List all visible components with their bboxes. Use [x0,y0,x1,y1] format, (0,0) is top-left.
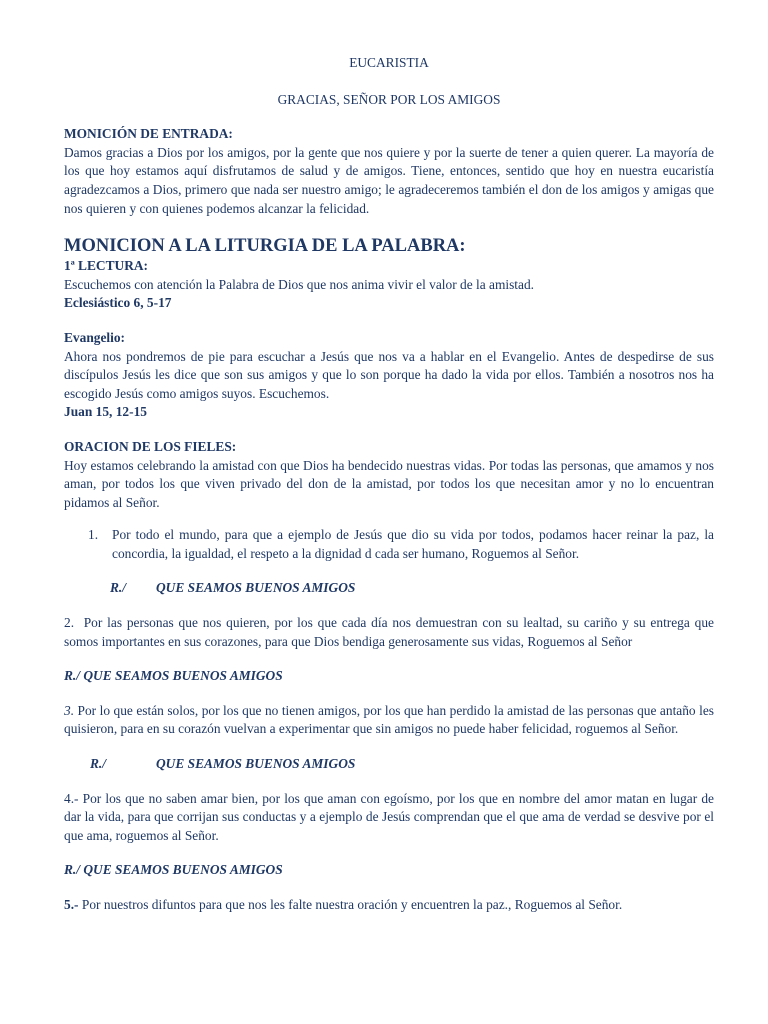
petition-4 [64,790,714,846]
liturgia-heading: MONICION A LA LITURGIA DE LA PALABRA: [64,236,466,257]
response-3 [64,755,714,774]
petition-3-text: Por lo que están solos, por los que no tienen amigos, por los que han perdido la amistad de las personas que antaño les quisieron, para en su corazón vuelvan a experimentar que sin amigos no puede haber felicidad, roguemos al Señor. [64,702,714,737]
petition-3 [64,702,714,739]
petition-5-text: Por nuestros difuntos para que nos les falte nuestra oración y encuentren la paz., Roguemos al Señor. [81,897,623,912]
response-1 [64,579,714,598]
document-subtitle: GRACIAS, SEÑOR POR LOS AMIGOS [277,91,501,107]
response-1-label: R./ [110,580,126,596]
petition-2-number: 2. [64,615,75,631]
petition-5 [64,896,714,915]
response-4: R./ QUE SEAMOS BUENOS AMIGOS [64,862,283,878]
evangelio-label: Evangelio: [64,329,126,345]
fieles-intro: Hoy estamos celebrando la amistad con que Dios ha bendecido nuestras vidas. Por todas las personas, que amamos y nos aman, por todos los que viven privado del don de la amistad, por todos los que necesitan amor y no lo encuentran pidamos al Señor. [64,457,714,510]
petition-2 [64,614,714,651]
petition-1-text: Por todo el mundo, para que a ejemplo de Jesús que dio su vida por todos, podamos hacer reinar la paz, la concordia, la igualdad, el respeto a la dignidad d cada ser humano, Roguemos al Señor. [112,527,714,561]
petition-3-number: 3. [64,702,75,718]
response-2: R./ QUE SEAMOS BUENOS AMIGOS [64,668,283,684]
evangelio-reference: Juan 15, 12-15 [64,404,147,420]
document-page [64,54,714,915]
petition-5-number: 5.- [64,897,79,912]
petition-1-number: 1. [88,527,99,543]
document-title: EUCARISTIA [349,55,429,70]
entrada-heading: MONICIÓN DE ENTRADA: [64,126,233,142]
petition-1 [64,526,714,563]
petition-4-number: 4.- [64,790,79,806]
lectura-reference: Eclesiástico 6, 5-17 [64,295,172,311]
entrada-text: Damos gracias a Dios por los amigos, por la gente que nos quiere y por la suerte de tener a quien querer. La mayoría de los que hoy estamos aquí disfrutamos de salud y de amigos. Tiene, entonces, sentido que hoy en nuestra eucaristía agradezcamos a Dios, primero que nada ser nuestro amigo; le agradeceremos también el don de los amigos y amigas que nos quieren y con quienes podemos alcanzar la felicidad. [64,144,714,216]
lectura-text: Escuchemos con atención la Palabra de Dios que nos anima vivir el valor de la amistad. [64,276,535,292]
lectura-label: 1ª LECTURA: [64,258,148,274]
petition-4-text: Por los que no saben amar bien, por los que aman con egoísmo, por los que en nombre del amor matan en lugar de dar la vida, para que corrijan sus conductas y a ejemplo de Jesús comprendan que el que ama de verdad se desvive por el que ama, roguemos al Señor. [64,790,714,843]
response-3-label: R./ [90,756,106,772]
response-1-text: QUE SEAMOS BUENOS AMIGOS [156,580,356,596]
response-3-text: QUE SEAMOS BUENOS AMIGOS [156,756,356,772]
fieles-heading: ORACION DE LOS FIELES: [64,438,237,454]
petition-2-text: Por las personas que nos quieren, por los que cada día nos demuestran con su lealtad, su cariño y su entrega que somos importantes en sus corazones, para que Dios bendiga generosamente sus vidas, Roguemos al Señor [64,615,714,649]
evangelio-text: Ahora nos pondremos de pie para escuchar a Jesús que nos va a hablar en el Evangelio. Antes de despedirse de sus discípulos Jesús les dice que son sus amigos y que lo son porque ha dado la vida por ellos. También a nosotros nos ha escogido Jesús como amigos suyos. Escuchemos. [64,348,714,401]
